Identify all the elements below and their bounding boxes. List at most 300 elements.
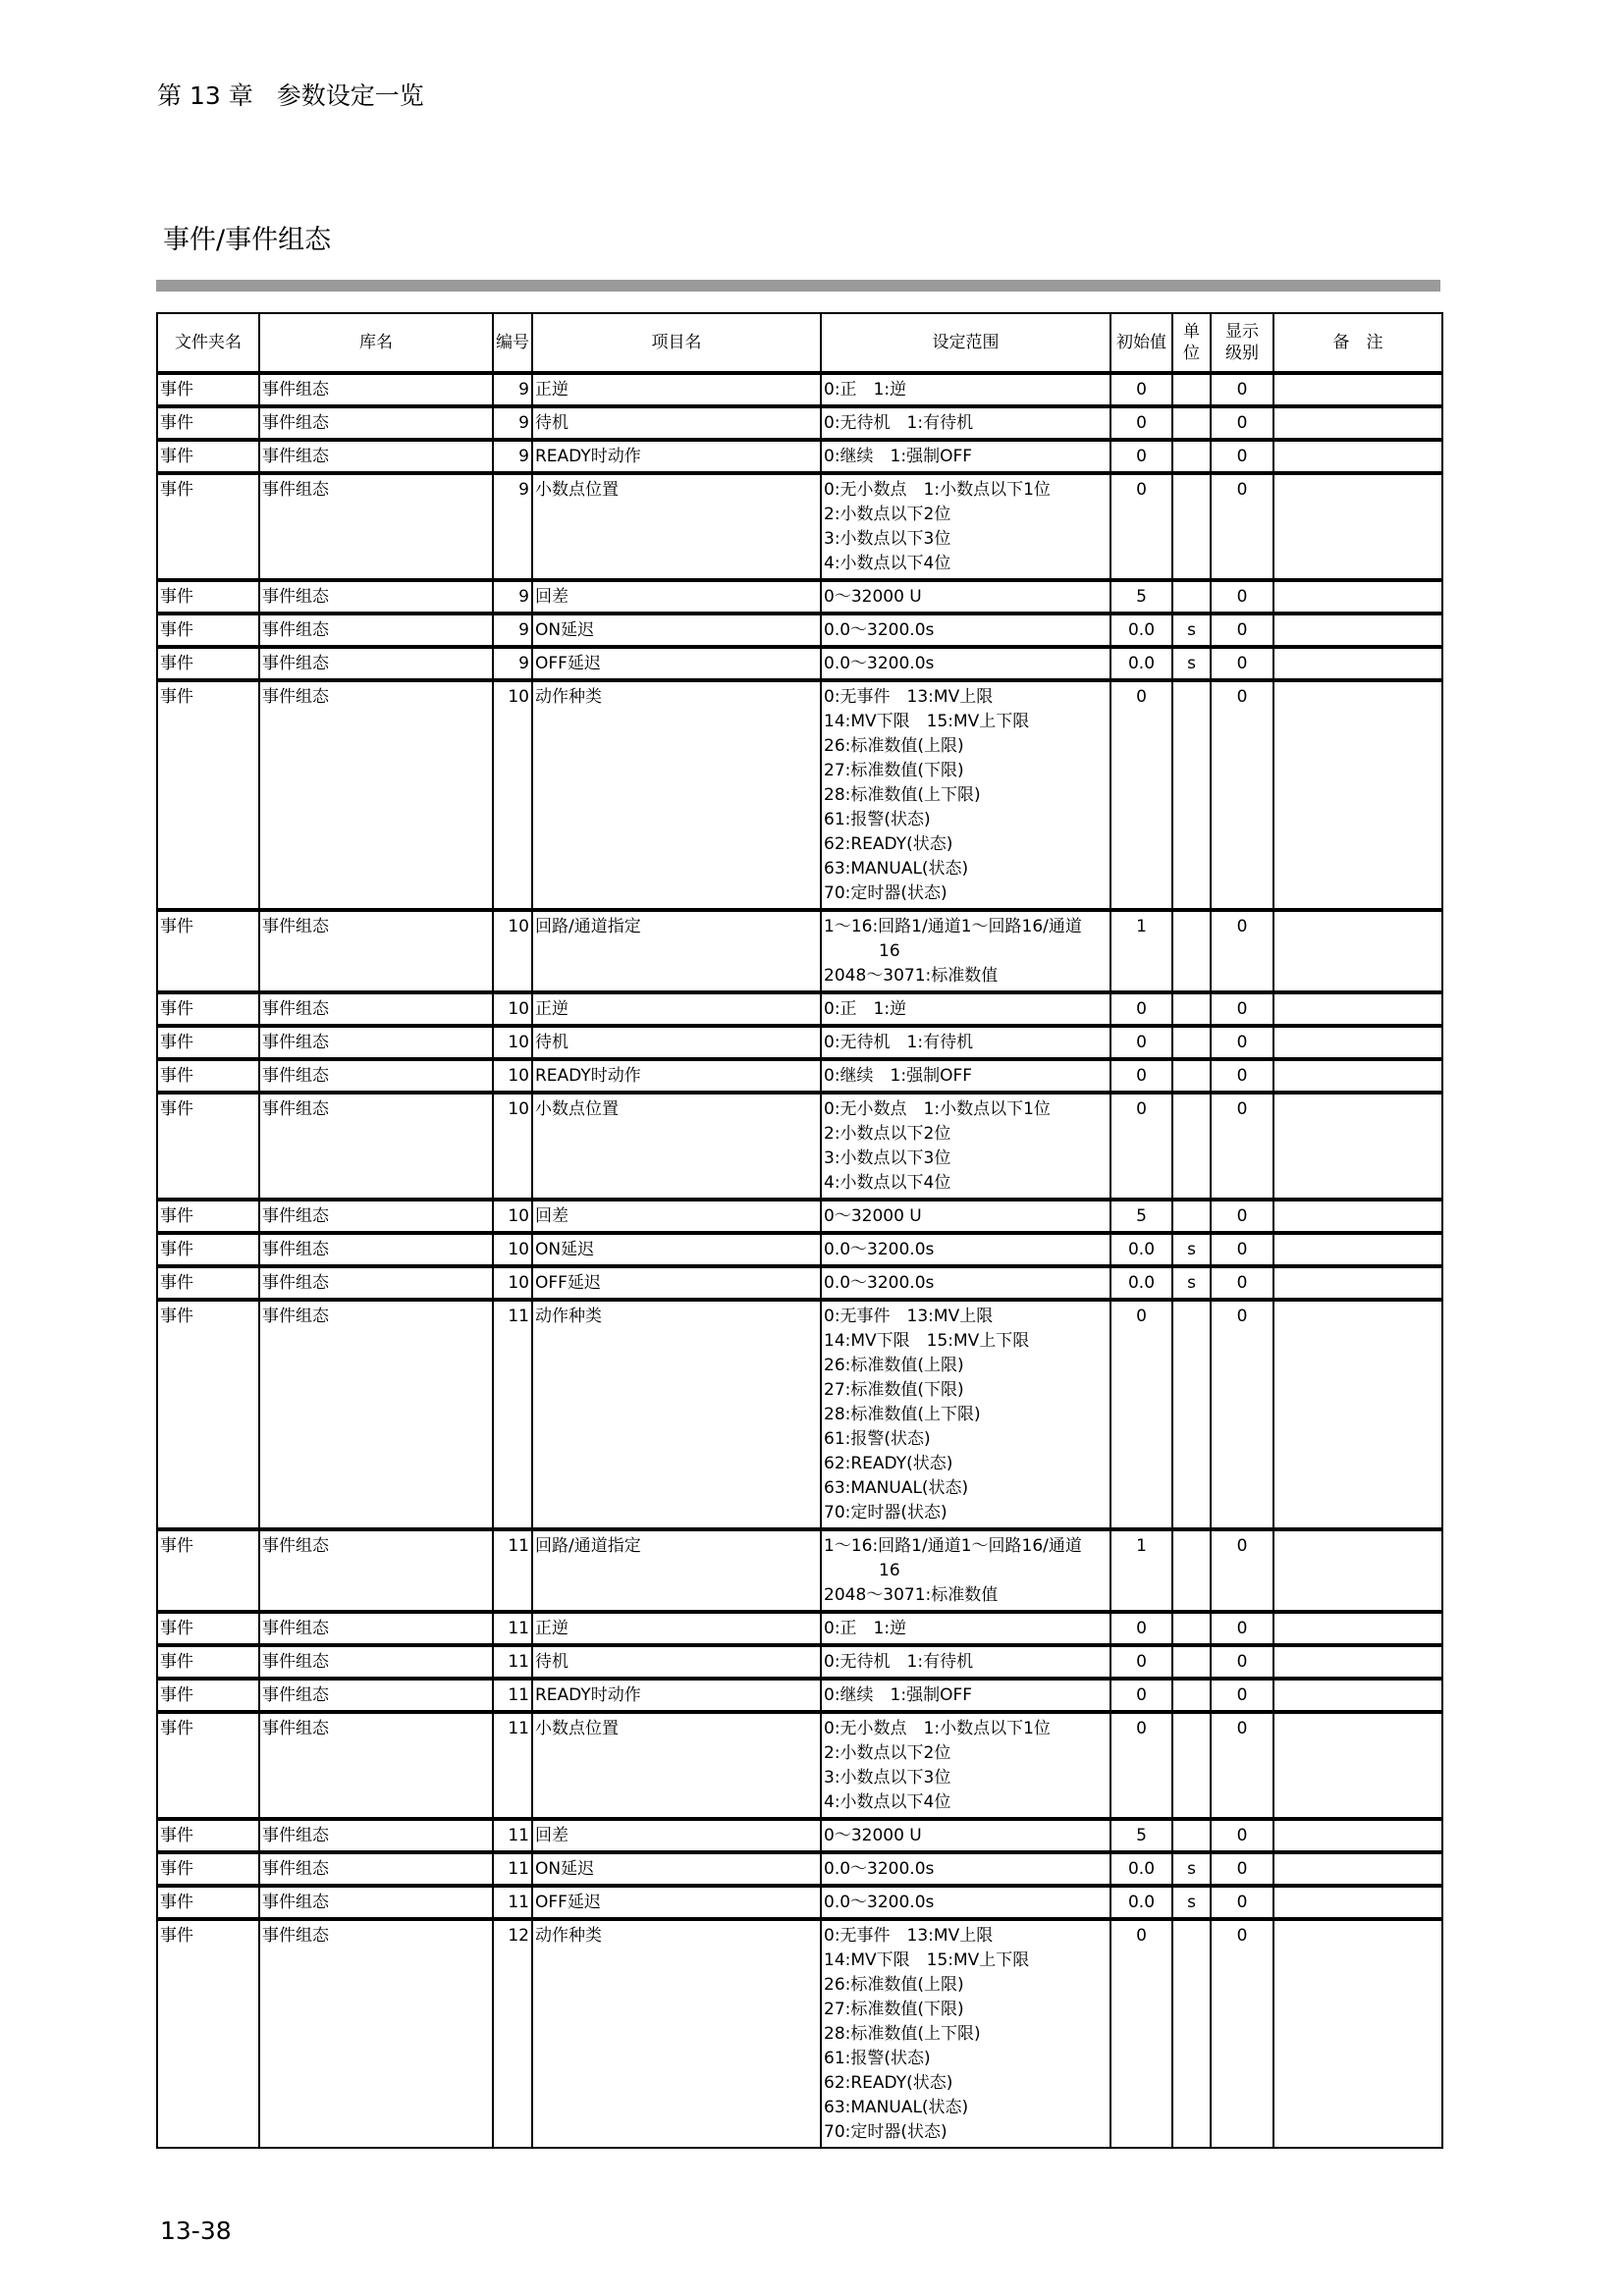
cell-level: 0 [1211,1233,1273,1266]
cell-range [821,910,1110,992]
cell-unit [1172,1679,1211,1712]
range-line: 0:无小数点 1:小数点以下1位 [824,1719,1051,1738]
cell-level: 0 [1211,1645,1273,1679]
header-initial: 初始值 [1110,313,1172,373]
range-line: 26:标准数值(上限) [824,1356,964,1375]
table-row [157,1059,1442,1093]
cell-range [821,614,1110,647]
cell-initial: 0.0 [1110,1233,1172,1266]
table-row [157,580,1442,614]
cell-range [821,680,1110,910]
cell-remarks [1273,992,1442,1026]
cell-remarks [1273,406,1442,440]
cell-unit: s [1172,1886,1211,1919]
cell-folder: 事件 [157,1679,259,1712]
cell-item: 回路/通道指定 [532,910,821,992]
cell-initial: 0.0 [1110,1886,1172,1919]
header-unit: 单位 [1172,313,1211,373]
range-line: 61:报警(状态) [824,1429,931,1449]
range-line: 3:小数点以下3位 [824,1768,951,1788]
range-line: 63:MANUAL(状态) [824,2098,969,2117]
cell-library: 事件组态 [259,1712,493,1819]
cell-item: 小数点位置 [532,1093,821,1200]
cell-remarks [1273,1852,1442,1886]
range-line: 28:标准数值(上下限) [824,2024,981,2044]
range-line: 0:正 1:逆 [824,999,907,1019]
range-line: 63:MANUAL(状态) [824,1478,969,1498]
cell-remarks [1273,910,1442,992]
cell-folder: 事件 [157,647,259,680]
cell-folder: 事件 [157,1886,259,1919]
cell-library: 事件组态 [259,1819,493,1852]
cell-library: 事件组态 [259,680,493,910]
cell-unit [1172,1529,1211,1612]
cell-number: 10 [493,1233,532,1266]
range-line: 1～16:回路1/通道1～回路16/通道 [824,917,1082,936]
range-line: 62:READY(状态) [824,1454,953,1473]
cell-unit [1172,1059,1211,1093]
chapter-title: 参数设定一览 [276,81,424,110]
cell-remarks [1273,1919,1442,2148]
cell-item: OFF延迟 [532,647,821,680]
cell-level: 0 [1211,910,1273,992]
cell-item: 待机 [532,1645,821,1679]
cell-remarks [1273,647,1442,680]
table-header-row [157,313,1442,373]
table-row [157,1679,1442,1712]
table-row [157,440,1442,473]
cell-level: 0 [1211,373,1273,406]
cell-level: 0 [1211,1093,1273,1200]
cell-item: 小数点位置 [532,1712,821,1819]
cell-remarks [1273,1093,1442,1200]
header-folder: 文件夹名 [157,313,259,373]
range-line: 26:标准数值(上限) [824,1975,964,1995]
cell-folder: 事件 [157,1059,259,1093]
table-row [157,373,1442,406]
cell-library: 事件组态 [259,992,493,1026]
range-line: 14:MV下限 15:MV上下限 [824,1950,1030,1970]
cell-initial: 1 [1110,1529,1172,1612]
range-line: 0:继续 1:强制OFF [824,1066,973,1086]
cell-level: 0 [1211,1679,1273,1712]
cell-range [821,1919,1110,2148]
cell-level: 0 [1211,1059,1273,1093]
range-line: 4:小数点以下4位 [824,554,951,573]
cell-library: 事件组态 [259,1266,493,1300]
table-row [157,647,1442,680]
table-row [157,1645,1442,1679]
cell-unit: s [1172,1233,1211,1266]
cell-range [821,1300,1110,1529]
range-line: 0:正 1:逆 [824,1619,907,1638]
range-line: 27:标准数值(下限) [824,1380,964,1400]
range-line: 28:标准数值(上下限) [824,785,981,805]
cell-library: 事件组态 [259,1852,493,1886]
cell-level: 0 [1211,406,1273,440]
cell-level: 0 [1211,647,1273,680]
header-level-line2: 级别 [1225,344,1259,363]
range-line: 2:小数点以下2位 [824,1743,951,1763]
range-line: 0～32000 U [824,587,922,607]
range-line: 14:MV下限 15:MV上下限 [824,1331,1030,1351]
table-row [157,1200,1442,1233]
cell-item: 动作种类 [532,1300,821,1529]
cell-unit [1172,1200,1211,1233]
cell-range [821,406,1110,440]
cell-folder: 事件 [157,440,259,473]
cell-library: 事件组态 [259,580,493,614]
cell-initial: 5 [1110,1200,1172,1233]
cell-folder: 事件 [157,1300,259,1529]
cell-remarks [1273,1059,1442,1093]
cell-number: 11 [493,1300,532,1529]
cell-remarks [1273,1026,1442,1059]
cell-folder: 事件 [157,1233,259,1266]
table-row [157,1233,1442,1266]
table-row [157,1852,1442,1886]
header-number: 编号 [493,313,532,373]
cell-folder: 事件 [157,910,259,992]
cell-initial: 0 [1110,1059,1172,1093]
cell-remarks [1273,614,1442,647]
cell-number: 10 [493,1059,532,1093]
cell-initial: 0 [1110,440,1172,473]
cell-range [821,440,1110,473]
cell-initial: 0 [1110,992,1172,1026]
cell-folder: 事件 [157,580,259,614]
cell-library: 事件组态 [259,647,493,680]
cell-range [821,1612,1110,1645]
cell-level: 0 [1211,1919,1273,2148]
cell-remarks [1273,473,1442,580]
cell-folder: 事件 [157,992,259,1026]
range-line: 63:MANUAL(状态) [824,859,969,879]
cell-unit [1172,1645,1211,1679]
range-line: 62:READY(状态) [824,2073,953,2093]
cell-unit [1172,1300,1211,1529]
cell-range [821,1679,1110,1712]
cell-initial: 0.0 [1110,647,1172,680]
cell-initial: 0 [1110,1300,1172,1529]
header-level [1211,313,1273,373]
cell-level: 0 [1211,473,1273,580]
cell-library: 事件组态 [259,1886,493,1919]
range-line: 4:小数点以下4位 [824,1792,951,1812]
cell-library: 事件组态 [259,1300,493,1529]
range-line: 0～32000 U [824,1826,922,1845]
cell-level: 0 [1211,1819,1273,1852]
range-line: 2:小数点以下2位 [824,505,951,524]
cell-folder: 事件 [157,1712,259,1819]
cell-initial: 0 [1110,1679,1172,1712]
cell-level: 0 [1211,680,1273,910]
cell-folder: 事件 [157,680,259,910]
range-line: 70:定时器(状态) [824,1503,947,1522]
table-row [157,1712,1442,1819]
cell-range [821,473,1110,580]
cell-unit [1172,910,1211,992]
cell-library: 事件组态 [259,1093,493,1200]
section-title: 事件/事件组态 [163,225,332,255]
header-range: 设定范围 [821,313,1110,373]
table-row [157,1093,1442,1200]
cell-remarks [1273,1645,1442,1679]
range-line: 0.0～3200.0s [824,1859,935,1879]
range-line: 3:小数点以下3位 [824,529,951,549]
cell-remarks [1273,1679,1442,1712]
cell-item: OFF延迟 [532,1266,821,1300]
range-line: 3:小数点以下3位 [824,1148,951,1168]
cell-number: 11 [493,1819,532,1852]
range-line: 0.0～3200.0s [824,620,935,640]
cell-level: 0 [1211,1852,1273,1886]
cell-remarks [1273,1819,1442,1852]
cell-unit: s [1172,647,1211,680]
cell-range [821,992,1110,1026]
cell-initial: 0 [1110,473,1172,580]
cell-range [821,580,1110,614]
range-line: 2:小数点以下2位 [824,1124,951,1144]
cell-library: 事件组态 [259,1200,493,1233]
cell-folder: 事件 [157,1612,259,1645]
cell-number: 11 [493,1852,532,1886]
cell-item: 待机 [532,1026,821,1059]
cell-range [821,1886,1110,1919]
cell-remarks [1273,1529,1442,1612]
cell-range [821,1093,1110,1200]
range-line: 2048～3071:标准数值 [824,1585,999,1605]
table-row [157,680,1442,910]
table-row [157,1266,1442,1300]
cell-range [821,1852,1110,1886]
cell-range [821,373,1110,406]
cell-number: 10 [493,1026,532,1059]
cell-level: 0 [1211,440,1273,473]
cell-folder: 事件 [157,406,259,440]
cell-initial: 0 [1110,1919,1172,2148]
cell-folder: 事件 [157,1645,259,1679]
cell-initial: 0 [1110,1026,1172,1059]
cell-initial: 0.0 [1110,614,1172,647]
cell-remarks [1273,1233,1442,1266]
table-row [157,992,1442,1026]
cell-unit [1172,580,1211,614]
cell-folder: 事件 [157,1093,259,1200]
range-line: 0～32000 U [824,1206,922,1226]
cell-initial: 0 [1110,1093,1172,1200]
table-row [157,1529,1442,1612]
cell-library: 事件组态 [259,440,493,473]
cell-number: 11 [493,1529,532,1612]
cell-level: 0 [1211,1200,1273,1233]
table-row [157,1026,1442,1059]
range-line: 0:无待机 1:有待机 [824,1652,974,1672]
table-row [157,1919,1442,2148]
range-line: 61:报警(状态) [824,810,931,829]
header-library: 库名 [259,313,493,373]
cell-folder: 事件 [157,1026,259,1059]
cell-number: 12 [493,1919,532,2148]
cell-unit [1172,680,1211,910]
header-level-line1: 显示 [1225,322,1259,342]
range-line: 1～16:回路1/通道1～回路16/通道 [824,1536,1082,1556]
cell-unit [1172,992,1211,1026]
cell-range [821,1712,1110,1819]
range-line: 4:小数点以下4位 [824,1173,951,1193]
cell-folder: 事件 [157,373,259,406]
cell-library: 事件组态 [259,406,493,440]
cell-folder: 事件 [157,1819,259,1852]
cell-initial: 0 [1110,1612,1172,1645]
cell-folder: 事件 [157,1852,259,1886]
cell-remarks [1273,1300,1442,1529]
cell-folder: 事件 [157,473,259,580]
cell-unit [1172,440,1211,473]
cell-library: 事件组态 [259,1026,493,1059]
cell-number: 9 [493,440,532,473]
cell-library: 事件组态 [259,1612,493,1645]
cell-library: 事件组态 [259,1529,493,1612]
cell-number: 11 [493,1679,532,1712]
cell-number: 10 [493,1266,532,1300]
range-line: 27:标准数值(下限) [824,2000,964,2019]
cell-range [821,1026,1110,1059]
range-line: 0:无小数点 1:小数点以下1位 [824,480,1051,500]
chapter-label: 第 13 章 [157,81,253,110]
cell-initial: 0.0 [1110,1852,1172,1886]
cell-level: 0 [1211,992,1273,1026]
header-remarks: 备 注 [1273,313,1442,373]
cell-item: READY时动作 [532,440,821,473]
cell-item: 待机 [532,406,821,440]
cell-item: 小数点位置 [532,473,821,580]
cell-library: 事件组态 [259,910,493,992]
cell-library: 事件组态 [259,473,493,580]
cell-number: 10 [493,1093,532,1200]
cell-library: 事件组态 [259,1645,493,1679]
cell-unit [1172,1819,1211,1852]
cell-initial: 1 [1110,910,1172,992]
section-divider [156,280,1440,292]
cell-unit [1172,1026,1211,1059]
cell-folder: 事件 [157,1200,259,1233]
range-line: 26:标准数值(上限) [824,736,964,756]
cell-initial: 5 [1110,1819,1172,1852]
cell-folder: 事件 [157,1919,259,2148]
cell-initial: 0 [1110,1645,1172,1679]
range-line: 0.0～3200.0s [824,1240,935,1259]
cell-number: 10 [493,680,532,910]
cell-item: 正逆 [532,373,821,406]
range-line: 0:无事件 13:MV上限 [824,1307,994,1326]
range-line: 0.0～3200.0s [824,1273,935,1293]
cell-remarks [1273,680,1442,910]
cell-item: ON延迟 [532,614,821,647]
cell-folder: 事件 [157,1266,259,1300]
cell-number: 10 [493,1200,532,1233]
page-number: 13-38 [160,2216,232,2245]
cell-number: 9 [493,647,532,680]
cell-item: ON延迟 [532,1233,821,1266]
cell-range [821,1233,1110,1266]
cell-initial: 0.0 [1110,1266,1172,1300]
cell-unit [1172,1093,1211,1200]
cell-level: 0 [1211,1266,1273,1300]
parameter-table [156,312,1443,2149]
range-line: 16 [879,941,900,961]
cell-initial: 0 [1110,680,1172,910]
range-line: 62:READY(状态) [824,834,953,854]
cell-remarks [1273,580,1442,614]
cell-item: OFF延迟 [532,1886,821,1919]
range-line: 0:无小数点 1:小数点以下1位 [824,1099,1051,1119]
cell-initial: 0 [1110,406,1172,440]
cell-unit: s [1172,1266,1211,1300]
range-line: 16 [879,1561,900,1580]
cell-item: 正逆 [532,992,821,1026]
cell-unit [1172,1612,1211,1645]
table-row [157,1886,1442,1919]
table-row [157,1612,1442,1645]
cell-item: 正逆 [532,1612,821,1645]
cell-remarks [1273,1200,1442,1233]
cell-item: 回差 [532,1819,821,1852]
range-line: 70:定时器(状态) [824,2122,947,2142]
cell-number: 11 [493,1712,532,1819]
cell-number: 11 [493,1612,532,1645]
range-line: 61:报警(状态) [824,2049,931,2068]
cell-number: 9 [493,580,532,614]
cell-remarks [1273,373,1442,406]
cell-item: 回差 [532,580,821,614]
cell-remarks [1273,1612,1442,1645]
range-line: 0:无待机 1:有待机 [824,1033,974,1052]
table-row [157,910,1442,992]
cell-level: 0 [1211,1026,1273,1059]
cell-range [821,1819,1110,1852]
cell-range [821,1200,1110,1233]
cell-number: 9 [493,473,532,580]
cell-level: 0 [1211,1612,1273,1645]
header-item: 项目名 [532,313,821,373]
range-line: 0:继续 1:强制OFF [824,1685,973,1705]
cell-range [821,1529,1110,1612]
cell-range [821,1059,1110,1093]
cell-level: 0 [1211,614,1273,647]
cell-item: 回路/通道指定 [532,1529,821,1612]
cell-unit [1172,1919,1211,2148]
cell-library: 事件组态 [259,614,493,647]
cell-range [821,1645,1110,1679]
range-line: 0.0～3200.0s [824,1893,935,1912]
table-row [157,473,1442,580]
cell-level: 0 [1211,1886,1273,1919]
cell-number: 10 [493,910,532,992]
cell-item: 动作种类 [532,1919,821,2148]
table-row [157,1819,1442,1852]
cell-item: READY时动作 [532,1679,821,1712]
table-row [157,614,1442,647]
cell-range [821,1266,1110,1300]
cell-range [821,647,1110,680]
cell-number: 9 [493,373,532,406]
cell-item: 回差 [532,1200,821,1233]
cell-number: 11 [493,1645,532,1679]
cell-unit: s [1172,614,1211,647]
cell-initial: 5 [1110,580,1172,614]
cell-number: 9 [493,406,532,440]
